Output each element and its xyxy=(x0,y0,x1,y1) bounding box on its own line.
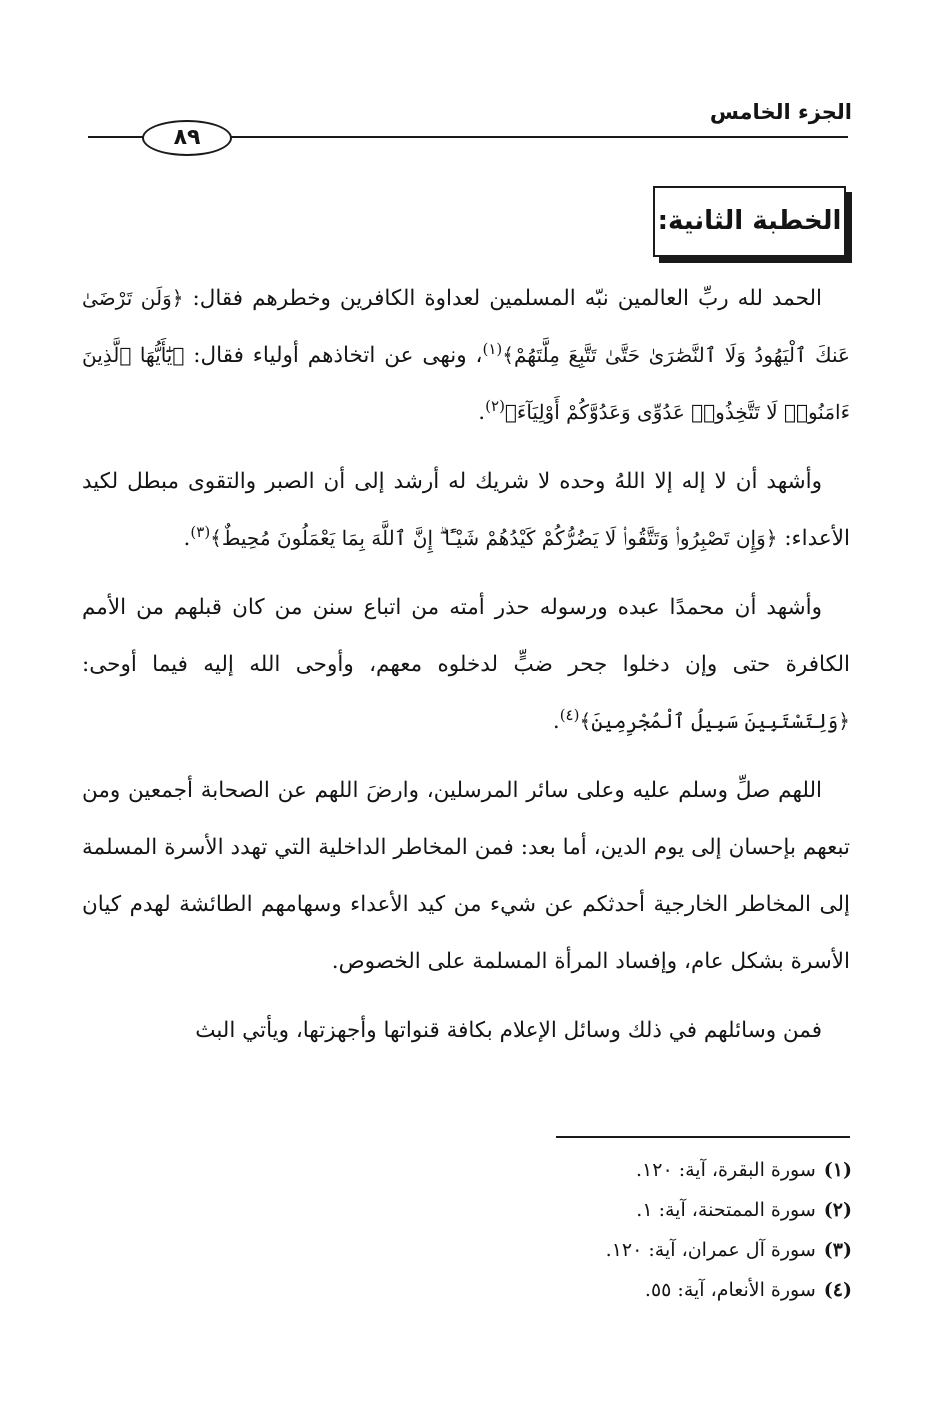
paragraph-text: اللهم صلِّ وسلم عليه وعلى سائر المرسلين، وارضَ اللهم عن الصحابة أجمعين ومن تبعهم بإحسان إلى يوم الدين، أما بعد: فمن المخاطر الداخلية التي تهدد الأسرة المسلمة إلى المخاطر الخارجية أحدثكم عن شيء من كيد الأعداء وسهامهم الطائشة لهدم كيان الأسرة بشكل عام، وإفساد المرأة المسلمة على الخصوص. xyxy=(82,778,850,974)
footnote-rule xyxy=(556,1136,850,1138)
footnote-text: سورة الأنعام، آية: ٥٥. xyxy=(644,1279,816,1301)
footnote-reference: (٣) xyxy=(190,522,211,541)
paragraph-text: فمن وسائلهم في ذلك وسائل الإعلام بكافة قنواتها وأجهزتها، ويأتي البث xyxy=(195,1018,822,1043)
footnote-item xyxy=(352,1230,852,1270)
body-text xyxy=(82,270,850,1071)
paragraph-text: الحمد لله ربِّ العالمين نبّه المسلمين لعداوة الكافرين وخطرهم فقال: xyxy=(183,286,822,311)
footnotes xyxy=(352,1150,852,1310)
footnote-item xyxy=(352,1270,852,1310)
quran-verse: ﴿وَلِتَسْتَبِينَ سَبِيلُ ٱلْمُجْرِمِينَ﴾ xyxy=(579,709,850,733)
footnote-reference: (١) xyxy=(482,339,503,358)
footnote-text: سورة البقرة، آية: ١٢٠. xyxy=(635,1159,816,1181)
quran-verse: ﴿وَلَن تَرْضَىٰ عَنكَ ٱلْيَهُودُ وَلَا ٱلنَّصَٰرَىٰ حَتَّىٰ تَتَّبِعَ مِلَّتَهُمْ﴾ xyxy=(82,286,850,367)
body-paragraph xyxy=(82,270,850,441)
paragraph-text: . xyxy=(478,400,486,425)
footnote-text: سورة الممتحنة، آية: ١. xyxy=(636,1199,816,1221)
running-title: الجزء الخامس xyxy=(709,100,852,124)
paragraph-text: . xyxy=(552,709,560,734)
body-paragraph xyxy=(82,453,850,567)
footnote-number: (٣) xyxy=(823,1239,852,1261)
footnote-number: (١) xyxy=(823,1159,852,1181)
quran-verse: ﴿يَٰٓأَيُّهَا ٱلَّذِينَ ءَامَنُوا۟ لَا تَتَّخِذُوا۟ عَدُوِّى وَعَدُوَّكُمْ أَوْلِيَآءَ﴾ xyxy=(82,343,850,424)
section-heading: الخطبة الثانية: xyxy=(653,186,846,257)
paragraph-text: وأشهد أن محمدًا عبده ورسوله حذر أمته من اتباع سنن من كان قبلهم من الأمم الكافرة حتى وإن دخلوا جحر ضبٍّ لدخلوه معهم، وأوحى الله إليه فيما أوحى: xyxy=(82,595,850,677)
footnote-item xyxy=(352,1150,852,1190)
body-paragraph xyxy=(82,579,850,750)
paragraph-text: وأشهد أن لا إله إلا اللهُ وحده لا شريك له أرشد إلى أن الصبر والتقوى مبطل لكيد الأعداء: xyxy=(82,469,850,551)
footnote-reference: (٤) xyxy=(559,705,580,724)
body-paragraph xyxy=(82,762,850,990)
footnote-text: سورة آل عمران، آية: ١٢٠. xyxy=(605,1239,816,1261)
paragraph-text: . xyxy=(183,526,191,551)
body-paragraph xyxy=(82,1002,850,1059)
paragraph-text: ، ونهى عن اتخاذهم أولياء فقال: xyxy=(184,343,483,368)
footnote-number: (٤) xyxy=(823,1279,852,1301)
footnote-number: (٢) xyxy=(823,1199,852,1221)
page-number: ٨٩ xyxy=(142,120,232,156)
footnote-reference: (٢) xyxy=(485,396,505,415)
footnote-item xyxy=(352,1190,852,1230)
quran-verse: ﴿وَإِن تَصْبِرُوا۟ وَتَتَّقُوا۟ لَا يَضُرُّكُمْ كَيْدُهُمْ شَيْـًٔا ۗ إِنَّ ٱللَّهَ بِمَا يَعْمَلُونَ مُحِيطٌ﴾ xyxy=(210,526,778,550)
